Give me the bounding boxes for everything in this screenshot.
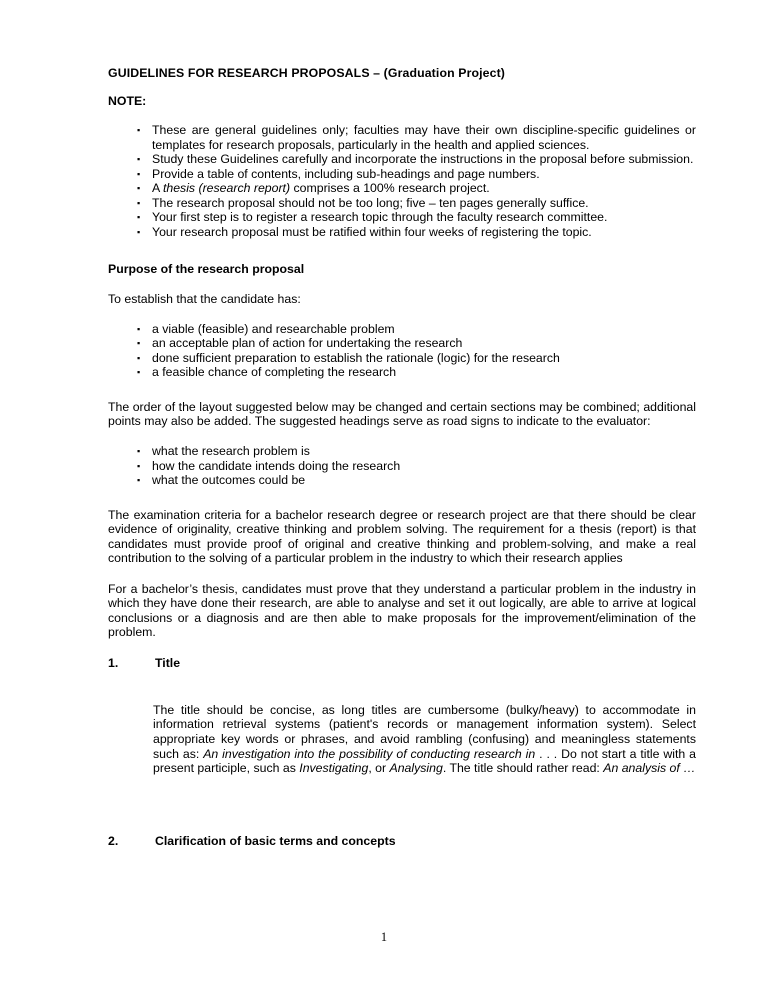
italic-example-title: An investigation into the possibility of conducting research in xyxy=(203,746,536,761)
list-item-text: Your first step is to register a research topic through the faculty research committee. xyxy=(152,210,608,225)
spacer xyxy=(108,307,696,322)
spacer xyxy=(108,429,696,444)
text-segment: A xyxy=(152,181,163,196)
spacer xyxy=(108,488,696,508)
square-bullet-icon: ▪ xyxy=(137,367,141,378)
purpose-heading: Purpose of the research proposal xyxy=(108,261,305,276)
purpose-bullet-list xyxy=(108,322,696,380)
list-item xyxy=(108,322,696,337)
spacer xyxy=(108,276,696,292)
list-item-text: Study these Guidelines carefully and incorporate the instructions in the proposal before submission. xyxy=(152,152,694,167)
section-heading-1 xyxy=(108,656,696,671)
list-item-text xyxy=(152,181,490,195)
square-bullet-icon: ▪ xyxy=(137,154,141,165)
spacer xyxy=(108,640,696,656)
square-bullet-icon: ▪ xyxy=(137,125,141,136)
document-body xyxy=(108,66,696,849)
square-bullet-icon: ▪ xyxy=(137,168,141,179)
list-item xyxy=(108,210,696,225)
list-item xyxy=(108,365,696,380)
section-heading-2 xyxy=(108,834,696,849)
examination-criteria-paragraph: The examination criteria for a bachelor research degree or research project are that there should be clear evidence of originality, creative thinking and problem solving. The requirement for a thesis (report) is that candidates must provide proof of original and creative thinking and problem-solving, and make a real contribution to the solving of a particular problem in the industry to which their research applies xyxy=(108,507,696,566)
list-item xyxy=(108,351,696,366)
list-item xyxy=(108,123,696,152)
square-bullet-icon: ▪ xyxy=(137,323,141,334)
list-item-text: a viable (feasible) and researchable problem xyxy=(152,321,395,336)
square-bullet-icon: ▪ xyxy=(137,352,141,363)
section-1-body xyxy=(153,703,696,776)
list-item xyxy=(108,336,696,351)
square-bullet-icon: ▪ xyxy=(137,183,141,194)
square-bullet-icon: ▪ xyxy=(137,197,141,208)
list-item xyxy=(108,152,696,167)
italic-term-investigating: Investigating xyxy=(299,761,369,776)
section-title: Clarification of basic terms and concepts xyxy=(155,833,396,848)
list-item xyxy=(108,225,696,240)
list-item-text: what the research problem is xyxy=(152,443,310,458)
list-item-text: a feasible chance of completing the research xyxy=(152,365,397,380)
square-bullet-icon: ▪ xyxy=(137,338,141,349)
document-title: GUIDELINES FOR RESEARCH PROPOSALS – (Graduation Project) xyxy=(108,66,506,80)
list-item xyxy=(108,181,696,196)
square-bullet-icon: ▪ xyxy=(137,227,141,238)
list-item-text: The research proposal should not be too long; five – ten pages generally suffice. xyxy=(152,195,589,210)
note-label: NOTE: xyxy=(108,93,147,108)
spacer xyxy=(108,788,696,834)
list-item-text: These are general guidelines only; faculties may have their own discipline-specific guidelines or templates for research proposals, particularly in the health and applied sciences. xyxy=(152,123,696,152)
section-number: 2. xyxy=(108,833,119,848)
square-bullet-icon: ▪ xyxy=(137,460,141,471)
list-item-text: an acceptable plan of action for undertaking the research xyxy=(152,336,463,351)
list-item-text: Your research proposal must be ratified within four weeks of registering the topic. xyxy=(152,225,592,240)
italic-term-analysing: Analysing xyxy=(389,761,443,776)
italic-recommended-title: An analysis of … xyxy=(603,761,696,776)
list-item-text: Provide a table of contents, including sub-headings and page numbers. xyxy=(152,166,540,181)
spacer xyxy=(108,566,696,582)
text-segment: . The title should rather read: xyxy=(442,761,604,776)
spacer xyxy=(108,380,696,400)
list-item-text: done sufficient preparation to establish the rationale (logic) for the research xyxy=(152,350,560,365)
list-item xyxy=(108,459,696,474)
square-bullet-icon: ▪ xyxy=(137,445,141,456)
text-segment: The title should be concise, as long titles are cumbersome (bulky/heavy) to accommodate in information retrieval systems (patient's records or management information system). Select appropriate key words or phrases, and avoid rambling (confusing) and meaningless statements such as: xyxy=(153,702,696,761)
purpose-lead-paragraph: To establish that the candidate has: xyxy=(108,292,301,307)
note-bullet-list xyxy=(108,123,696,239)
list-item xyxy=(108,444,696,459)
text-segment: . . . Do not start a title with a present participle, such as xyxy=(153,746,696,776)
square-bullet-icon: ▪ xyxy=(137,475,141,486)
section-title: Title xyxy=(155,656,181,670)
bachelor-thesis-paragraph: For a bachelor’s thesis, candidates must prove that they understand a particular problem in the industry in which they have done their research, are able to analyse and set it out logically, are able to arrive at logical conclusions or a diagnosis and are then able to make proposals for the improvement/elimination of the problem. xyxy=(108,581,696,640)
list-item xyxy=(108,196,696,211)
spacer xyxy=(108,671,696,691)
list-item xyxy=(108,473,696,488)
spacer xyxy=(108,240,696,262)
italic-term: thesis (research report) xyxy=(162,181,291,196)
order-of-layout-paragraph: The order of the layout suggested below may be changed and certain sections may be combined; additional points may also be added. The suggested headings serve as road signs to indicate to the evaluator: xyxy=(108,399,696,429)
list-item xyxy=(108,167,696,182)
list-item-text: how the candidate intends doing the research xyxy=(152,458,401,473)
square-bullet-icon: ▪ xyxy=(137,212,141,223)
text-segment: comprises a 100% research project. xyxy=(290,181,490,196)
section-number: 1. xyxy=(108,656,119,670)
text-segment: , or xyxy=(368,761,390,776)
order-bullet-list xyxy=(108,444,696,488)
page-number: 1 xyxy=(380,930,388,944)
list-item-text: what the outcomes could be xyxy=(152,473,306,488)
